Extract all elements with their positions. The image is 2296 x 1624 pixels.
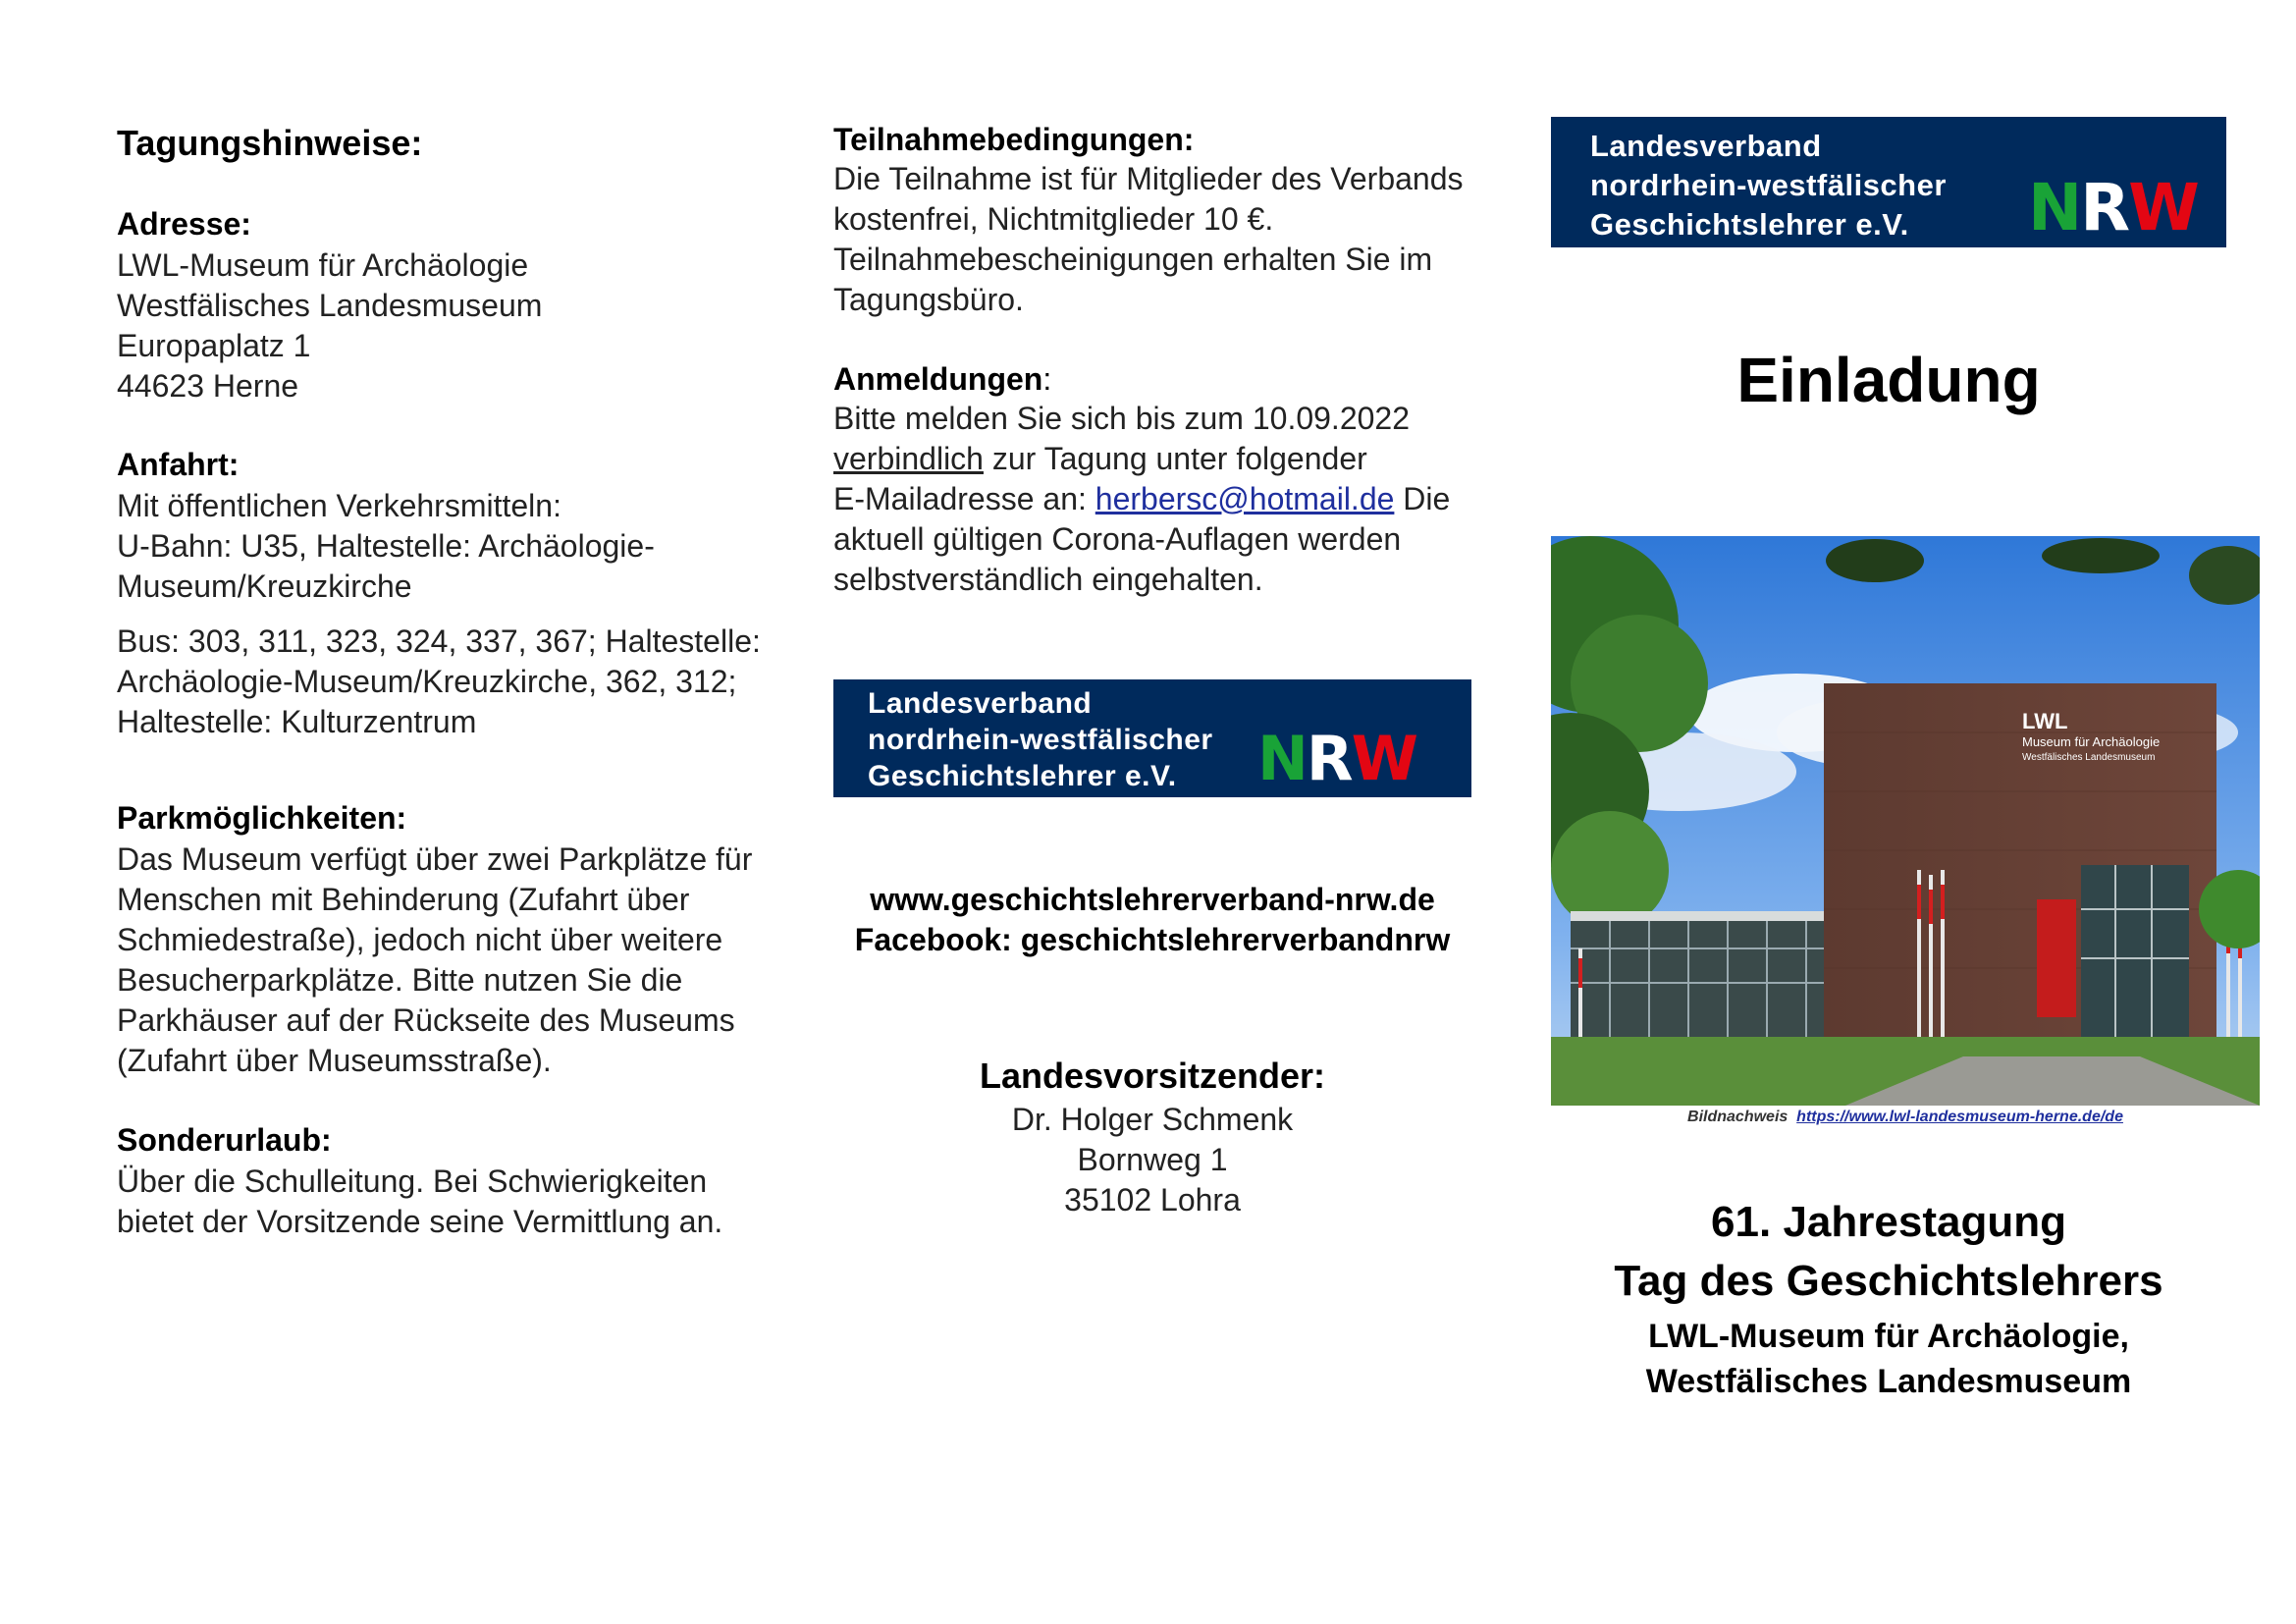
email-prefix: E-Mailadresse an: [833, 481, 1095, 516]
participation-line: Teilnahmebescheinigungen erhalten Sie im [833, 242, 1433, 277]
association-banner-top [1551, 117, 2226, 247]
website-link[interactable]: www.geschichtslehrerverband-nrw.de [870, 882, 1435, 917]
registration-line: Bitte melden Sie sich bis zum 10.09.2022 [833, 401, 1410, 436]
credit-url-link[interactable]: https://www.lwl-landesmuseum-herne.de/de [1796, 1109, 2123, 1125]
banner-line: Geschichtslehrer e.V. [1590, 207, 1909, 242]
museum-sign-name: Museum für Archäologie [2022, 734, 2161, 749]
parking-line: Besucherparkplätze. Bitte nutzen Sie die [117, 962, 683, 998]
address-heading: Adresse: [117, 206, 251, 242]
anfahrt-line: Museum/Kreuzkirche [117, 568, 412, 604]
chair-line: 35102 Lohra [1064, 1182, 1241, 1218]
participation-line: Tagungsbüro. [833, 282, 1024, 317]
registration-heading [833, 361, 1051, 398]
event-venue: LWL-Museum für Archäologie, [1648, 1318, 2129, 1355]
special-leave-heading: Sonderurlaub: [117, 1122, 332, 1158]
special-leave-line: bietet der Vorsitzende seine Vermittlung an. [117, 1204, 723, 1239]
anfahrt-line: U-Bahn: U35, Haltestelle: Archäologie- [117, 528, 655, 564]
chair-line: Dr. Holger Schmenk [1011, 1102, 1294, 1137]
bus-line: Bus: 303, 311, 323, 324, 337, 367; Haltestelle: [117, 623, 761, 659]
association-banner [833, 679, 1471, 797]
banner-line: Landesverband [868, 687, 1093, 720]
chair-heading: Landesvorsitzender: [979, 1056, 1326, 1096]
nrw-w: W [1351, 723, 1417, 794]
binding-word: verbindlich [833, 441, 984, 476]
email-link[interactable]: herbersc@hotmail.de [1095, 481, 1395, 516]
invitation-title: Einladung [1736, 345, 2041, 415]
museum-sign-sub: Westfälisches Landesmuseum [2022, 752, 2156, 763]
participation-line: Die Teilnahme ist für Mitglieder des Verbands [833, 161, 1464, 196]
parking-line: Parkhäuser auf der Rückseite des Museums [117, 1002, 735, 1038]
parking-line: (Zufahrt über Museumsstraße). [117, 1043, 552, 1078]
registration-line [833, 479, 1450, 519]
bus-line: Haltestelle: Kulturzentrum [117, 704, 477, 739]
registration-line [833, 439, 1367, 479]
nrw-w: W [2128, 170, 2198, 245]
nrw-r: R [2080, 170, 2129, 245]
participation-heading: Teilnahmebedingungen: [833, 122, 1195, 157]
address-line: 44623 Herne [117, 368, 299, 404]
registration-heading-text: Anmeldungen [833, 361, 1043, 397]
email-suffix: Die [1394, 481, 1451, 516]
parking-line: Das Museum verfügt über zwei Parkplätze für [117, 841, 753, 877]
facebook-line: Facebook: geschichtslehrerverbandnrw [854, 922, 1451, 957]
participation-line: kostenfrei, Nichtmitglieder 10 €. [833, 201, 1274, 237]
chair-line: Bornweg 1 [1077, 1142, 1228, 1177]
banner-line: nordrhein-westfälischer [1590, 168, 1947, 202]
nrw-logo [2028, 170, 2198, 245]
bus-line: Archäologie-Museum/Kreuzkirche, 362, 312; [117, 664, 737, 699]
registration-heading-colon: : [1042, 361, 1052, 397]
nrw-logo [1257, 723, 1417, 794]
nrw-n: N [1257, 723, 1307, 794]
museum-photo [1551, 536, 2260, 1106]
museum-sign-lwl: LWL [2022, 709, 2068, 733]
nrw-n: N [2028, 170, 2081, 245]
parking-heading: Parkmöglichkeiten: [117, 800, 407, 836]
museum-photo-illustration [1551, 536, 2260, 1106]
address-line: LWL-Museum für Archäologie [117, 247, 529, 283]
event-number: 61. Jahrestagung [1711, 1198, 2066, 1246]
credit-label: Bildnachweis [1687, 1109, 1789, 1125]
parking-line: Schmiedestraße), jedoch nicht über weitere [117, 922, 723, 957]
banner-line: Geschichtslehrer e.V. [868, 760, 1177, 792]
banner-line: Landesverband [1590, 129, 1822, 163]
nrw-r: R [1306, 723, 1352, 794]
address-line: Europaplatz 1 [117, 328, 311, 363]
registration-line: aktuell gültigen Corona-Auflagen werden [833, 521, 1402, 557]
parking-line: Menschen mit Behinderung (Zufahrt über [117, 882, 690, 917]
event-title: Tag des Geschichtslehrers [1614, 1257, 2163, 1305]
address-line: Westfälisches Landesmuseum [117, 288, 543, 323]
registration-line: selbstverständlich eingehalten. [833, 562, 1263, 597]
anfahrt-heading: Anfahrt: [117, 447, 240, 482]
section-title: Tagungshinweise: [117, 123, 423, 163]
banner-line: nordrhein-westfälischer [868, 724, 1213, 756]
registration-line-rest: zur Tagung unter folgender [983, 441, 1367, 476]
anfahrt-line: Mit öffentlichen Verkehrsmitteln: [117, 488, 561, 523]
special-leave-line: Über die Schulleitung. Bei Schwierigkeiten [117, 1164, 708, 1199]
event-venue: Westfälisches Landesmuseum [1645, 1363, 2132, 1400]
photo-credit [1551, 1109, 2260, 1126]
